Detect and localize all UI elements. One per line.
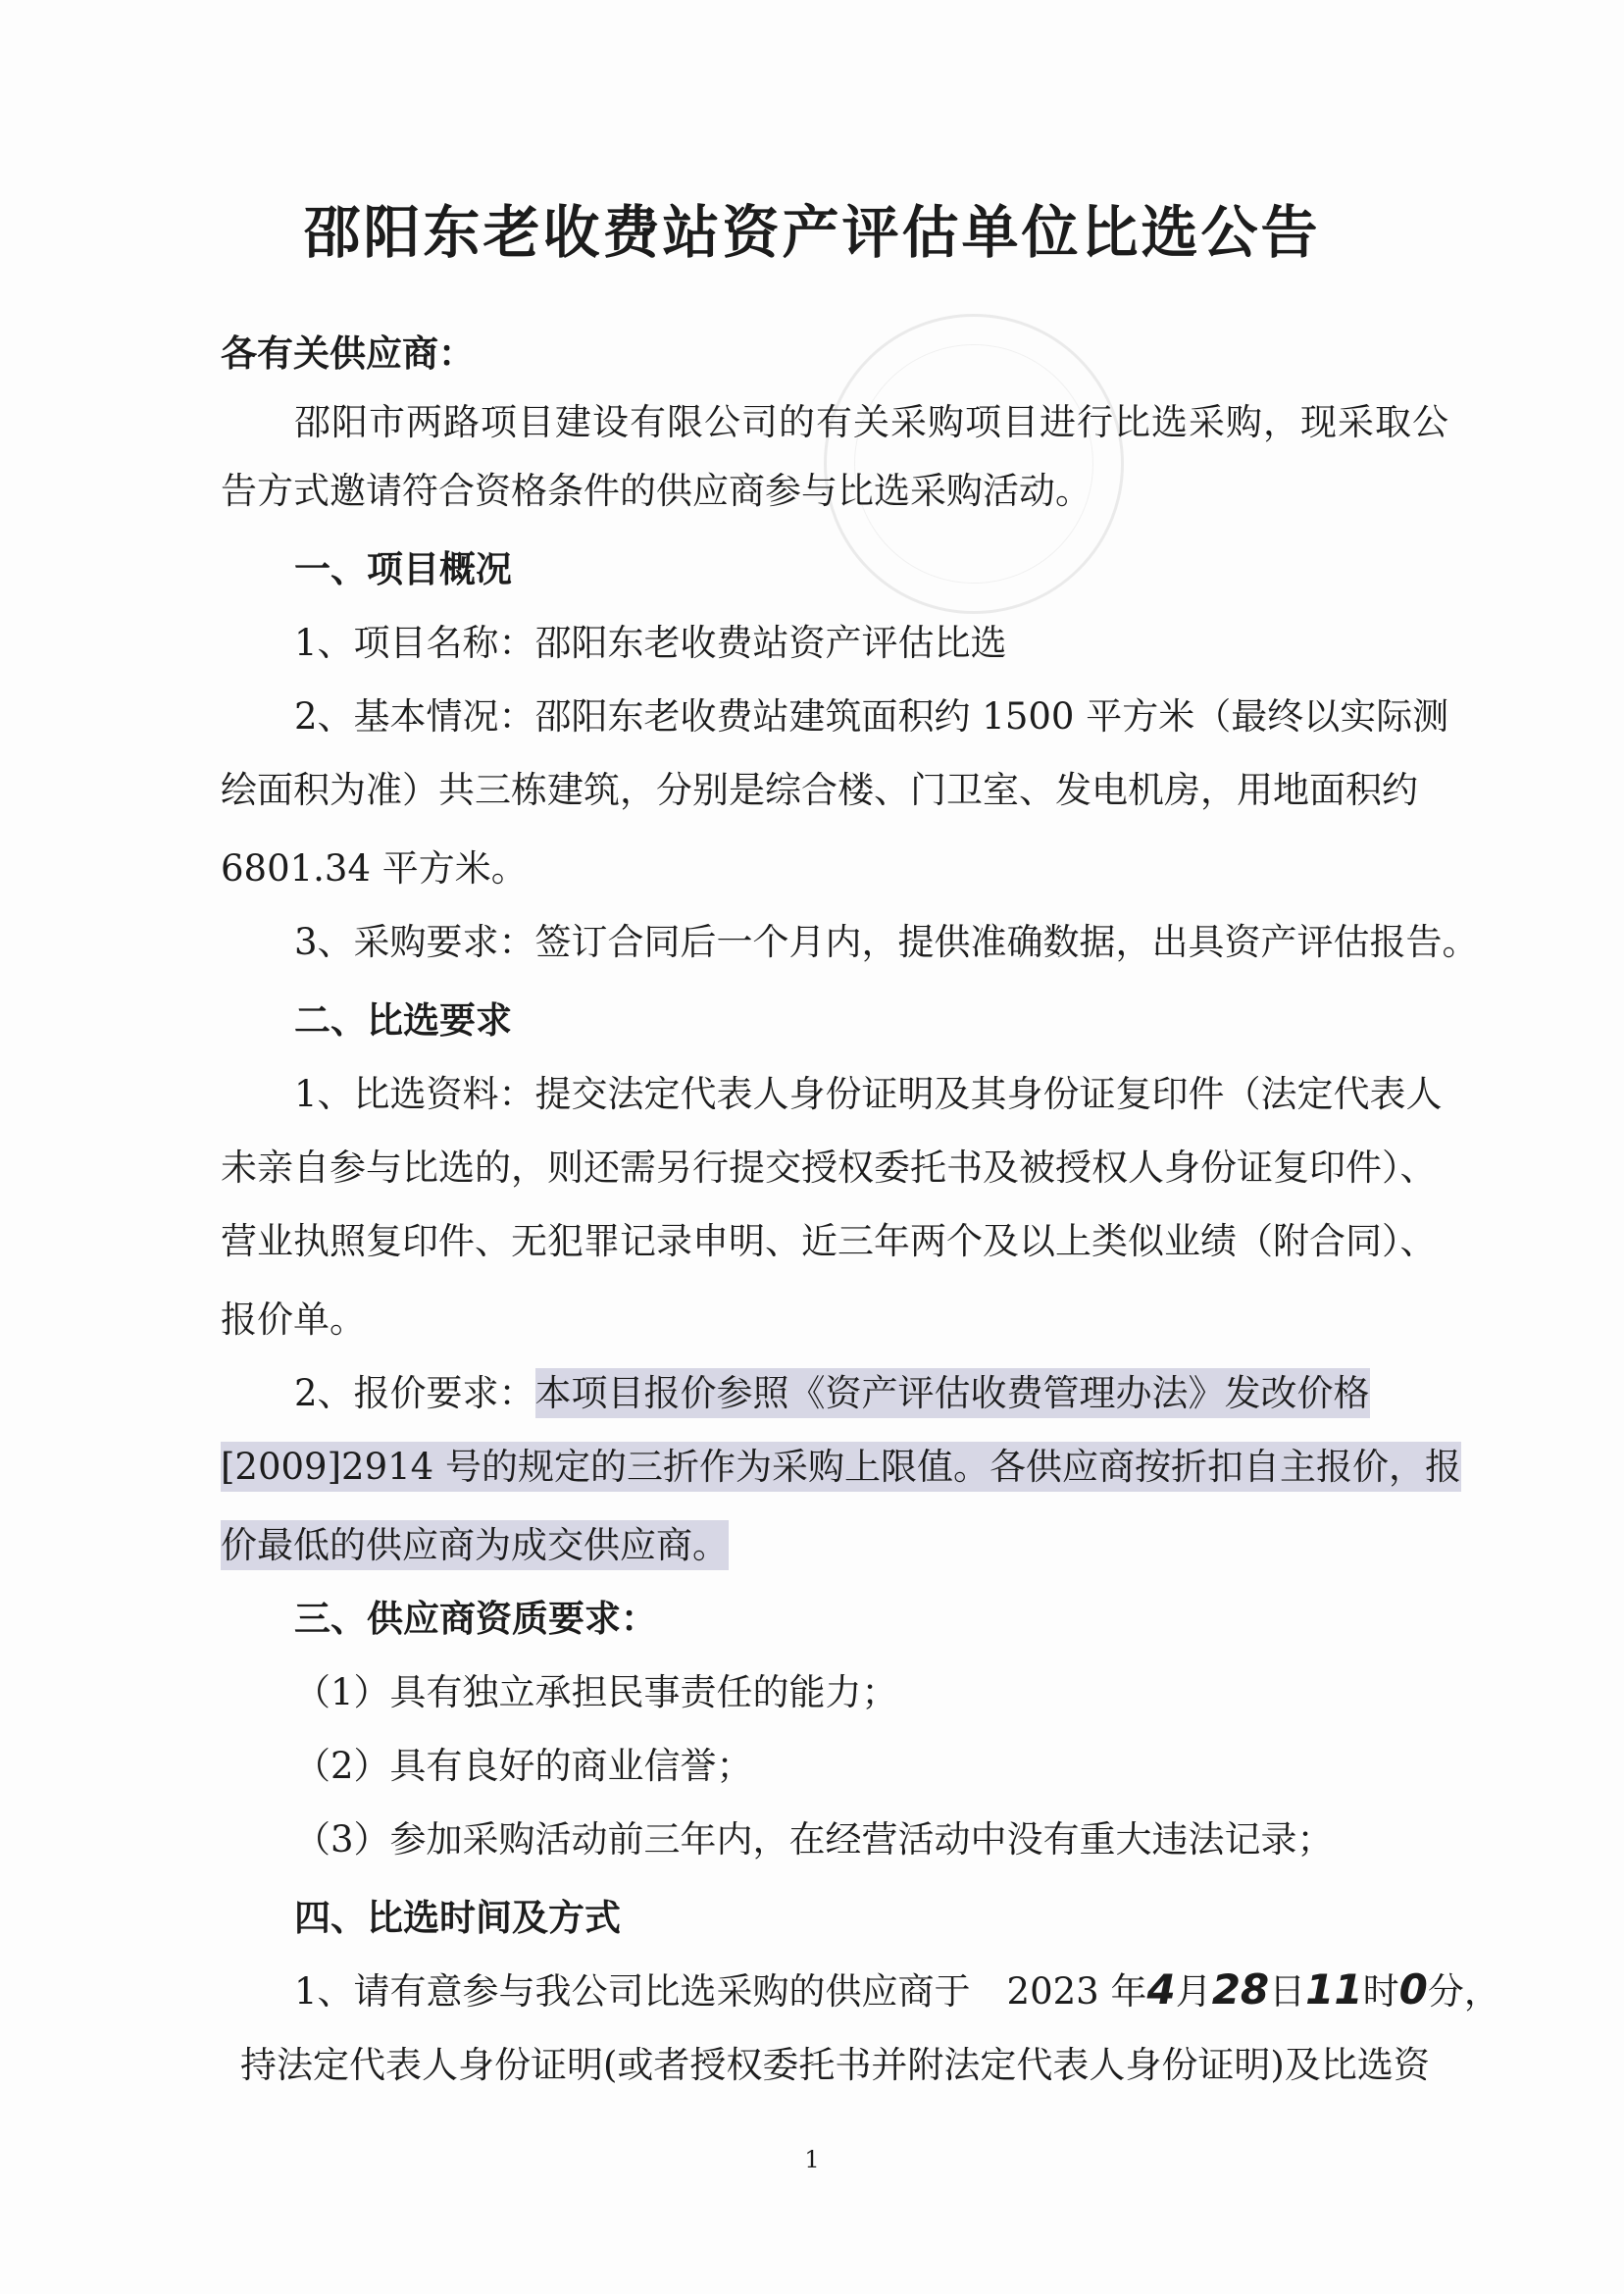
section-1-item-2-line-3: 6801.34 平方米。 xyxy=(221,847,528,890)
intro-line-2: 告方式邀请符合资格条件的供应商参与比选采购活动。 xyxy=(221,470,1091,512)
handwritten-minute: 0 xyxy=(1398,1965,1428,2014)
section-1-item-2-line-2: 绘面积为准）共三栋建筑，分别是综合楼、门卫室、发电机房，用地面积约 xyxy=(221,769,1418,811)
section-2-item-1-line-4: 报价单。 xyxy=(221,1299,366,1341)
section-4-item-1-line-2: 持法定代表人身份证明(或者授权委托书并附法定代表人身份证明)及比选资 xyxy=(240,2044,1430,2086)
intro-line-1: 邵阳市两路项目建设有限公司的有关采购项目进行比选采购，现采取公 xyxy=(294,401,1449,443)
document-title: 邵阳东老收费站资产评估单位比选公告 xyxy=(303,199,1321,266)
handwritten-day: 28 xyxy=(1211,1965,1270,2014)
salutation: 各有关供应商： xyxy=(221,332,475,375)
section-2-item-1-line-3: 营业执照复印件、无犯罪记录申明、近三年两个及以上类似业绩（附合同）、 xyxy=(221,1220,1437,1262)
section-3-item-2: （2）具有良好的商业信誉； xyxy=(294,1745,753,1787)
month-unit: 月 xyxy=(1175,1970,1212,2013)
hour-unit: 时 xyxy=(1362,1970,1399,2013)
section-1-item-1: 1、项目名称：邵阳东老收费站资产评估比选 xyxy=(294,622,1007,664)
section-1-heading: 一、项目概况 xyxy=(294,548,512,590)
section-1-item-3: 3、采购要求：签订合同后一个月内，提供准确数据，出具资产评估报告。 xyxy=(294,921,1479,963)
section-2-item-2-line-2 xyxy=(221,1437,1461,1490)
section-2-item-2-line-3 xyxy=(221,1515,729,1568)
handwritten-month: 4 xyxy=(1146,1965,1176,2014)
section-3-heading: 三、供应商资质要求： xyxy=(294,1598,657,1640)
section-1-item-2-line-1: 2、基本情况：邵阳东老收费站建筑面积约 1500 平方米（最终以实际测 xyxy=(294,695,1449,738)
section-4-item-1-line-1 xyxy=(294,1962,1500,2014)
highlighted-text: [2009]2914 号的规定的三折作为采购上限值。各供应商按折扣自主报价，报 xyxy=(221,1442,1461,1492)
section-3-item-3: （3）参加采购活动前三年内，在经营活动中没有重大违法记录； xyxy=(294,1818,1334,1861)
highlighted-text: 价最低的供应商为成交供应商。 xyxy=(221,1520,729,1570)
section-2-item-1-line-2: 未亲自参与比选的，则还需另行提交授权委托书及被授权人身份证复印件）、 xyxy=(221,1147,1437,1189)
section-2-item-2-label: 2、报价要求： xyxy=(294,1372,535,1414)
section-4-heading: 四、比选时间及方式 xyxy=(294,1897,621,1939)
highlighted-text: 本项目报价参照《资产评估收费管理办法》发改价格 xyxy=(535,1368,1370,1418)
section-3-item-1: （1）具有独立承担民事责任的能力； xyxy=(294,1671,898,1713)
section-2-item-2-line-1 xyxy=(294,1363,1370,1416)
section-2-item-1-line-1: 1、比选资料：提交法定代表人身份证明及其身份证复印件（法定代表人 xyxy=(294,1073,1443,1115)
section-4-item-1-text: 1、请有意参与我公司比选采购的供应商于 2023 年 xyxy=(294,1970,1147,2013)
section-2-heading: 二、比选要求 xyxy=(294,999,512,1042)
minute-unit: 分， xyxy=(1427,1970,1500,2013)
page-number: 1 xyxy=(804,2146,820,2173)
day-unit: 日 xyxy=(1269,1970,1306,2013)
handwritten-hour: 11 xyxy=(1305,1965,1363,2014)
